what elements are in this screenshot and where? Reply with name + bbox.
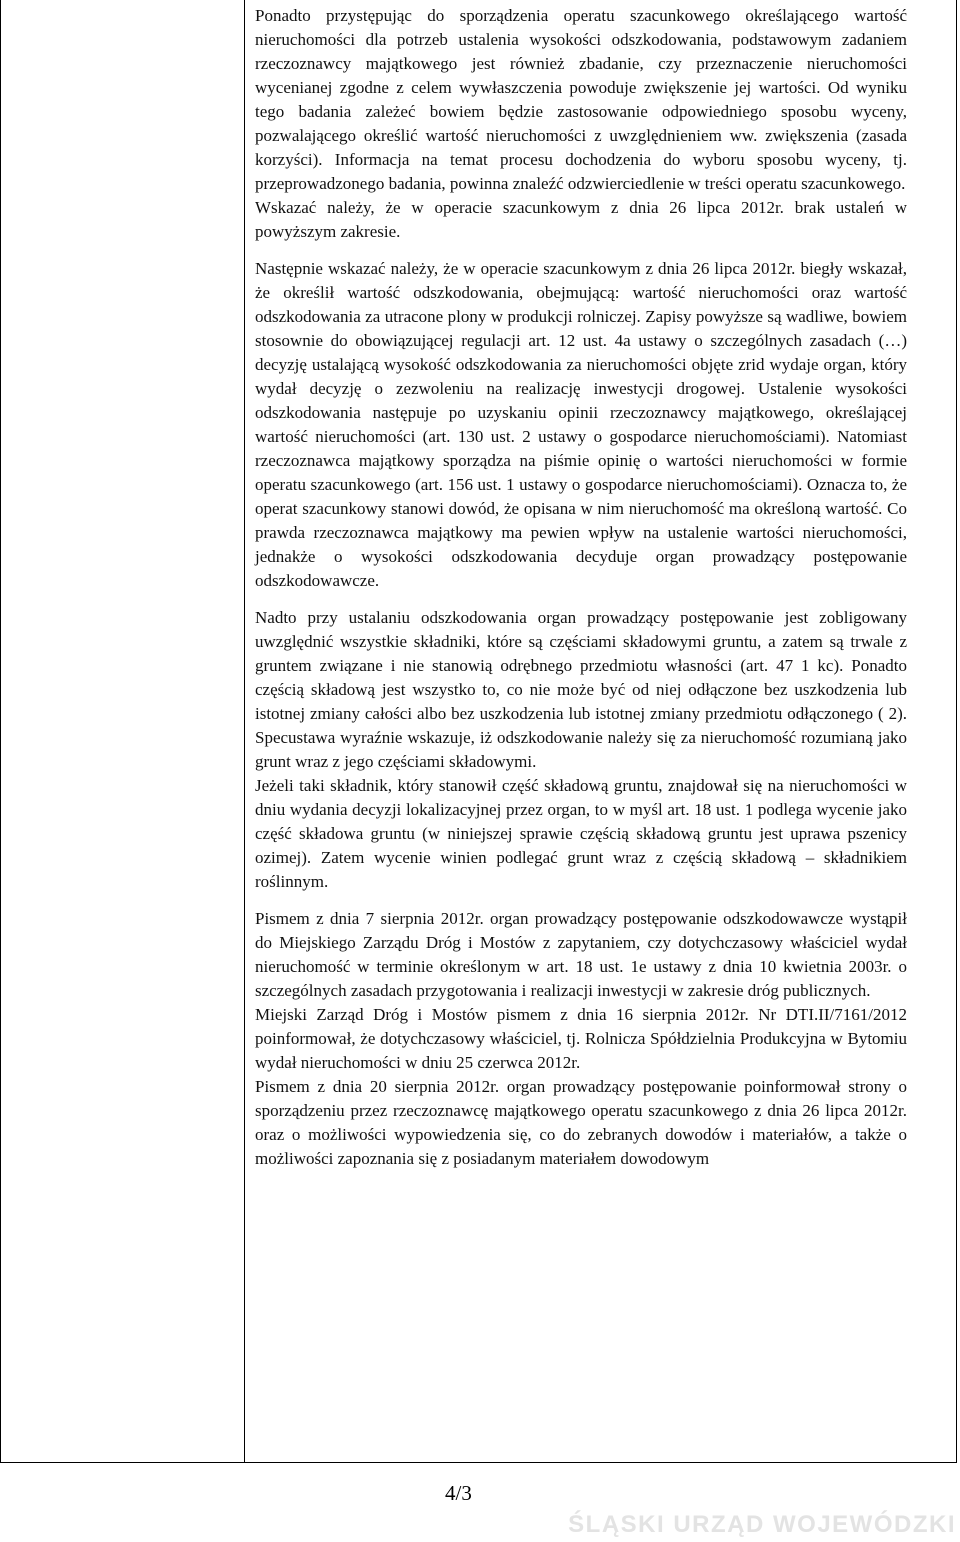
paragraph-3: Następnie wskazać należy, że w operacie szacunkowym z dnia 26 lipca 2012r. biegły wskazał, że określił wartość odszkodowania, obejmującą: wartość nieruchomości oraz wartość odszkodowania za utracone plony w produkcji rolniczej. Zapisy powyższe są wadliwe, bowiem stosownie do obowiązującej regulacji art. 12 ust. 4a ustawy o szczególnych zasadach (…) decyzję ustalającą wysokość odszkodowania za nieruchomości objęte zrid wydaje organ, który wydał decyzję o zezwoleniu na realizację inwestycji drogowej. Ustalenie wysokości odszkodowania następuje po uzyskaniu opinii rzeczoznawcy majątkowego, określającej wartość nieruchomości (art. 130 ust. 2 ustawy o gospodarce nieruchomościami). Natomiast rzeczoznawca majątkowy sporządza na piśmie opinię o wartości nieruchomości w formie operatu szacunkowego (art. 156 ust. 1 ustawy o gospodarce nieruchomościami). Oznacza to, że operat szacunkowy stanowi dowód, że opisana w nim nieruchomość ma określoną wartość. Co prawda rzeczoznawca majątkowy ma pewien wpływ na ustalenie wartości nieruchomości, jednakże o wysokości odszkodowania decyduje organ prowadzący postępowanie odszkodowawcze. [255,259,907,590]
paragraph-6: Pismem z dnia 7 sierpnia 2012r. organ prowadzący postępowanie odszkodowawcze wystąpił do Miejskiego Zarządu Dróg i Mostów z zapytaniem, czy dotychczasowy właściciel wydał nieruchomość w terminie określonym w art. 18 ust. 1e ustawy z dnia 10 kwietnia 2003r. o szczególnych zasadach przygotowania i realizacji inwestycji w zakresie dróg publicznych. [255,909,907,1000]
text-column [255,4,907,1171]
paragraph-5: Jeżeli taki składnik, który stanowił część składową gruntu, znajdował się na nieruchomości w dniu wydania decyzji lokalizacyjnej przez organ, to w myśl art. 18 ust. 1 podlega wycenie jako część składowa gruntu (w niniejszej sprawie częścią składową gruntu jest uprawa pszenicy ozimej). Zatem wycenie winien podlegać grunt wraz z częścią składową – składnikiem roślinnym. [255,776,907,891]
paragraph-7: Miejski Zarząd Dróg i Mostów pismem z dnia 16 sierpnia 2012r. Nr DTI.II/7161/2012 poinformował, że dotychczasowy właściciel, tj. Rolnicza Spółdzielnia Produkcyjna w Bytomiu wydał nieruchomości w dniu 25 czerwca 2012r. [255,1005,907,1072]
column-divider [244,0,245,1462]
watermark: ŚLĄSKI URZĄD WOJEWÓDZKI [568,1511,956,1538]
page-number: 4/3 [445,1481,472,1505]
paragraph-1: Ponadto przystępując do sporządzenia operatu szacunkowego określającego wartość nieruchomości dla potrzeb ustalenia wysokości odszkodowania, podstawowym zadaniem rzeczoznawcy majątkowego jest również zbadanie, czy przeznaczenie nieruchomości wycenianej zgodne z celem wywłaszczenia powoduje zwiększenie jej wartości. Od wyniku tego badania zależeć bowiem będzie zastosowanie odpowiedniego sposobu wyceny, pozwalającego określić wartość nieruchomości z uwzględnieniem ww. zwiększenia (zasada korzyści). Informacja na temat procesu dochodzenia do wyboru sposobu wyceny, tj. przeprowadzonego badania, powinna znaleźć odzwierciedlenie w treści operatu szacunkowego. [255,6,907,193]
paragraph-2: Wskazać należy, że w operacie szacunkowym z dnia 26 lipca 2012r. brak ustaleń w powyższym zakresie. [255,198,907,241]
paragraph-4: Nadto przy ustalaniu odszkodowania organ prowadzący postępowanie jest zobligowany uwzględnić wszystkie składniki, które są częściami składowymi gruntu, a zatem są trwale z gruntem związane i nie stanowią odrębnego przedmiotu własności (art. 47 1 kc). Ponadto częścią składową jest wszystko to, co nie może być od niej odłączone bez uszkodzenia lub istotnej zmiany całości albo bez uszkodzenia lub istotnej zmiany przedmiotu odłączonego ( 2). Specustawa wyraźnie wskazuje, iż odszkodowanie należy się za nieruchomość rozumianą jako grunt wraz z jego częściami składowymi. [255,608,907,771]
paragraph-8: Pismem z dnia 20 sierpnia 2012r. organ prowadzący postępowanie poinformował strony o sporządzeniu przez rzeczoznawcę majątkowego operatu szacunkowego z dnia 26 lipca 2012r. oraz o możliwości wypowiedzenia się, co do zebranych dowodów i materiałów, a także o możliwości zapoznania się z posiadanym materiałem dowodowym [255,1077,907,1168]
